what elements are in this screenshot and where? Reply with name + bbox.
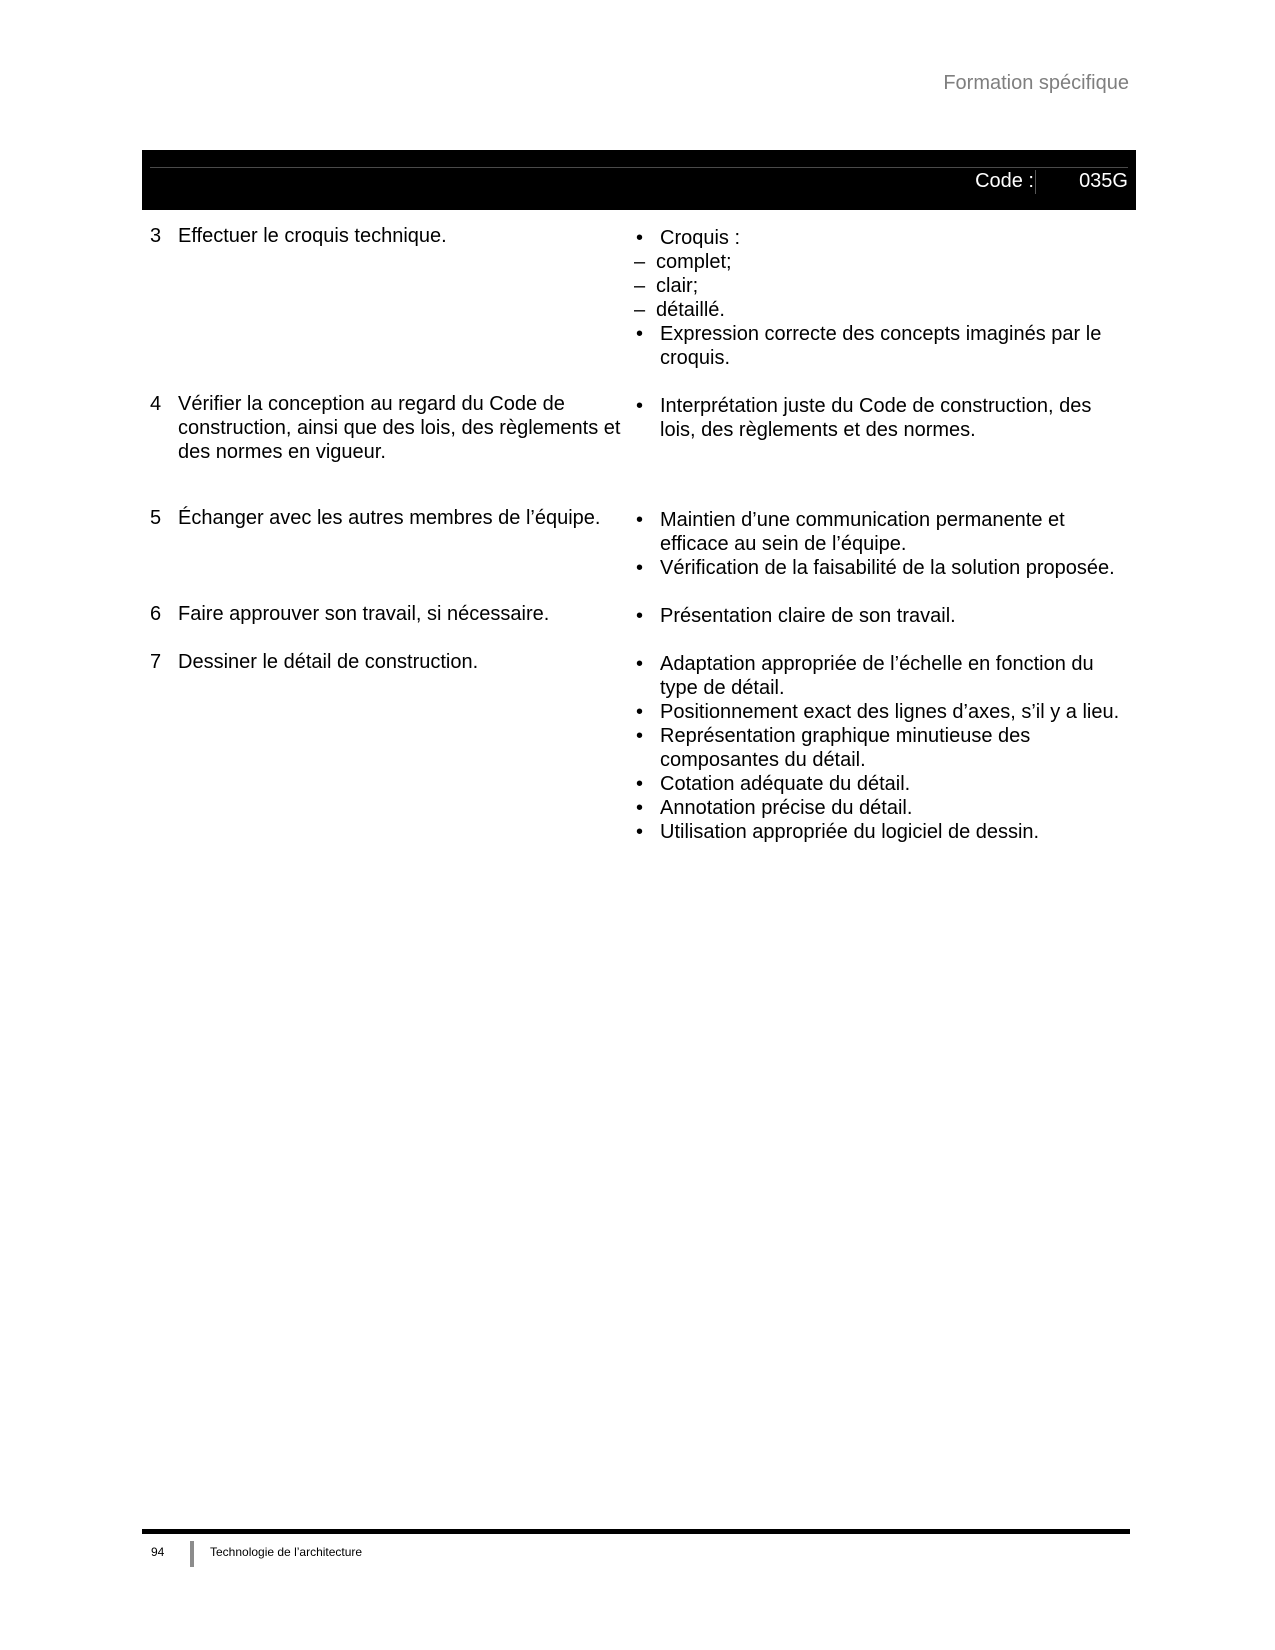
element-cell (142, 392, 630, 464)
code-value: 035G (1079, 170, 1128, 192)
code-bar (142, 150, 1136, 210)
criteria-cell (634, 650, 1120, 844)
element-text: Échanger avec les autres membres de l’équipe. (178, 507, 601, 529)
table-row (142, 392, 1136, 464)
element-text: Effectuer le croquis technique. (178, 225, 447, 247)
criterion (634, 226, 1120, 322)
criterion: • Cotation adéquate du détail. (634, 772, 1120, 796)
sub-criterion: – clair; (634, 274, 1120, 298)
table-row (142, 602, 1136, 628)
sub-criterion: – détaillé. (634, 298, 1120, 322)
criteria-list (634, 508, 1120, 580)
code-bar-rule (150, 167, 1128, 168)
criteria-cell (634, 506, 1120, 580)
criterion: • Vérification de la faisabilité de la solution proposée. (634, 556, 1120, 580)
element-number: 7 (150, 651, 162, 673)
page-header-section-title: Formation spécifique (943, 72, 1129, 94)
criterion: • Représentation graphique minutieuse des composantes du détail. (634, 724, 1120, 772)
criterion: • Annotation précise du détail. (634, 796, 1120, 820)
criterion: • Interprétation juste du Code de construction, des lois, des règlements et des normes. (634, 394, 1120, 442)
element-number: 3 (150, 225, 162, 247)
criterion-text: Croquis : (660, 227, 741, 249)
element-cell (142, 506, 630, 580)
criterion: • Utilisation appropriée du logiciel de dessin. (634, 820, 1120, 844)
criteria-list (634, 604, 1120, 628)
competency-table (142, 224, 1136, 844)
footer-separator (190, 1541, 194, 1567)
criteria-cell (634, 224, 1120, 370)
sub-criterion: – complet; (634, 250, 1120, 274)
footer-page-number: 94 (151, 1545, 165, 1559)
element-number: 6 (150, 603, 162, 625)
criterion: • Positionnement exact des lignes d’axes, s’il y a lieu. (634, 700, 1120, 724)
table-row (142, 506, 1136, 580)
code-separator (1035, 170, 1036, 194)
element-cell (142, 224, 630, 370)
element-text: Faire approuver son travail, si nécessaire. (178, 603, 550, 625)
table-row (142, 650, 1136, 844)
criteria-cell (634, 602, 1120, 628)
criterion: • Maintien d’une communication permanente et efficace au sein de l’équipe. (634, 508, 1120, 556)
criteria-cell (634, 392, 1120, 464)
sub-criteria-list (634, 250, 1120, 322)
footer-document-title: Technologie de l’architecture (210, 1545, 363, 1559)
footer-rule (142, 1529, 1130, 1534)
criterion: • Expression correcte des concepts imaginés par le croquis. (634, 322, 1120, 370)
criterion: • Présentation claire de son travail. (634, 604, 1120, 628)
element-text: Dessiner le détail de construction. (178, 651, 479, 673)
element-number: 4 (150, 393, 162, 415)
criteria-list (634, 226, 1120, 370)
element-cell (142, 602, 630, 628)
code-label: Code : (975, 170, 1034, 192)
element-cell (142, 650, 630, 844)
criteria-list (634, 652, 1120, 844)
criterion: • Adaptation appropriée de l’échelle en fonction du type de détail. (634, 652, 1120, 700)
criteria-list (634, 394, 1120, 442)
element-number: 5 (150, 507, 162, 529)
table-row (142, 224, 1136, 370)
element-text: Vérifier la conception au regard du Code de construction, ainsi que des lois, des règlements et des normes en vigueur. (178, 393, 621, 463)
